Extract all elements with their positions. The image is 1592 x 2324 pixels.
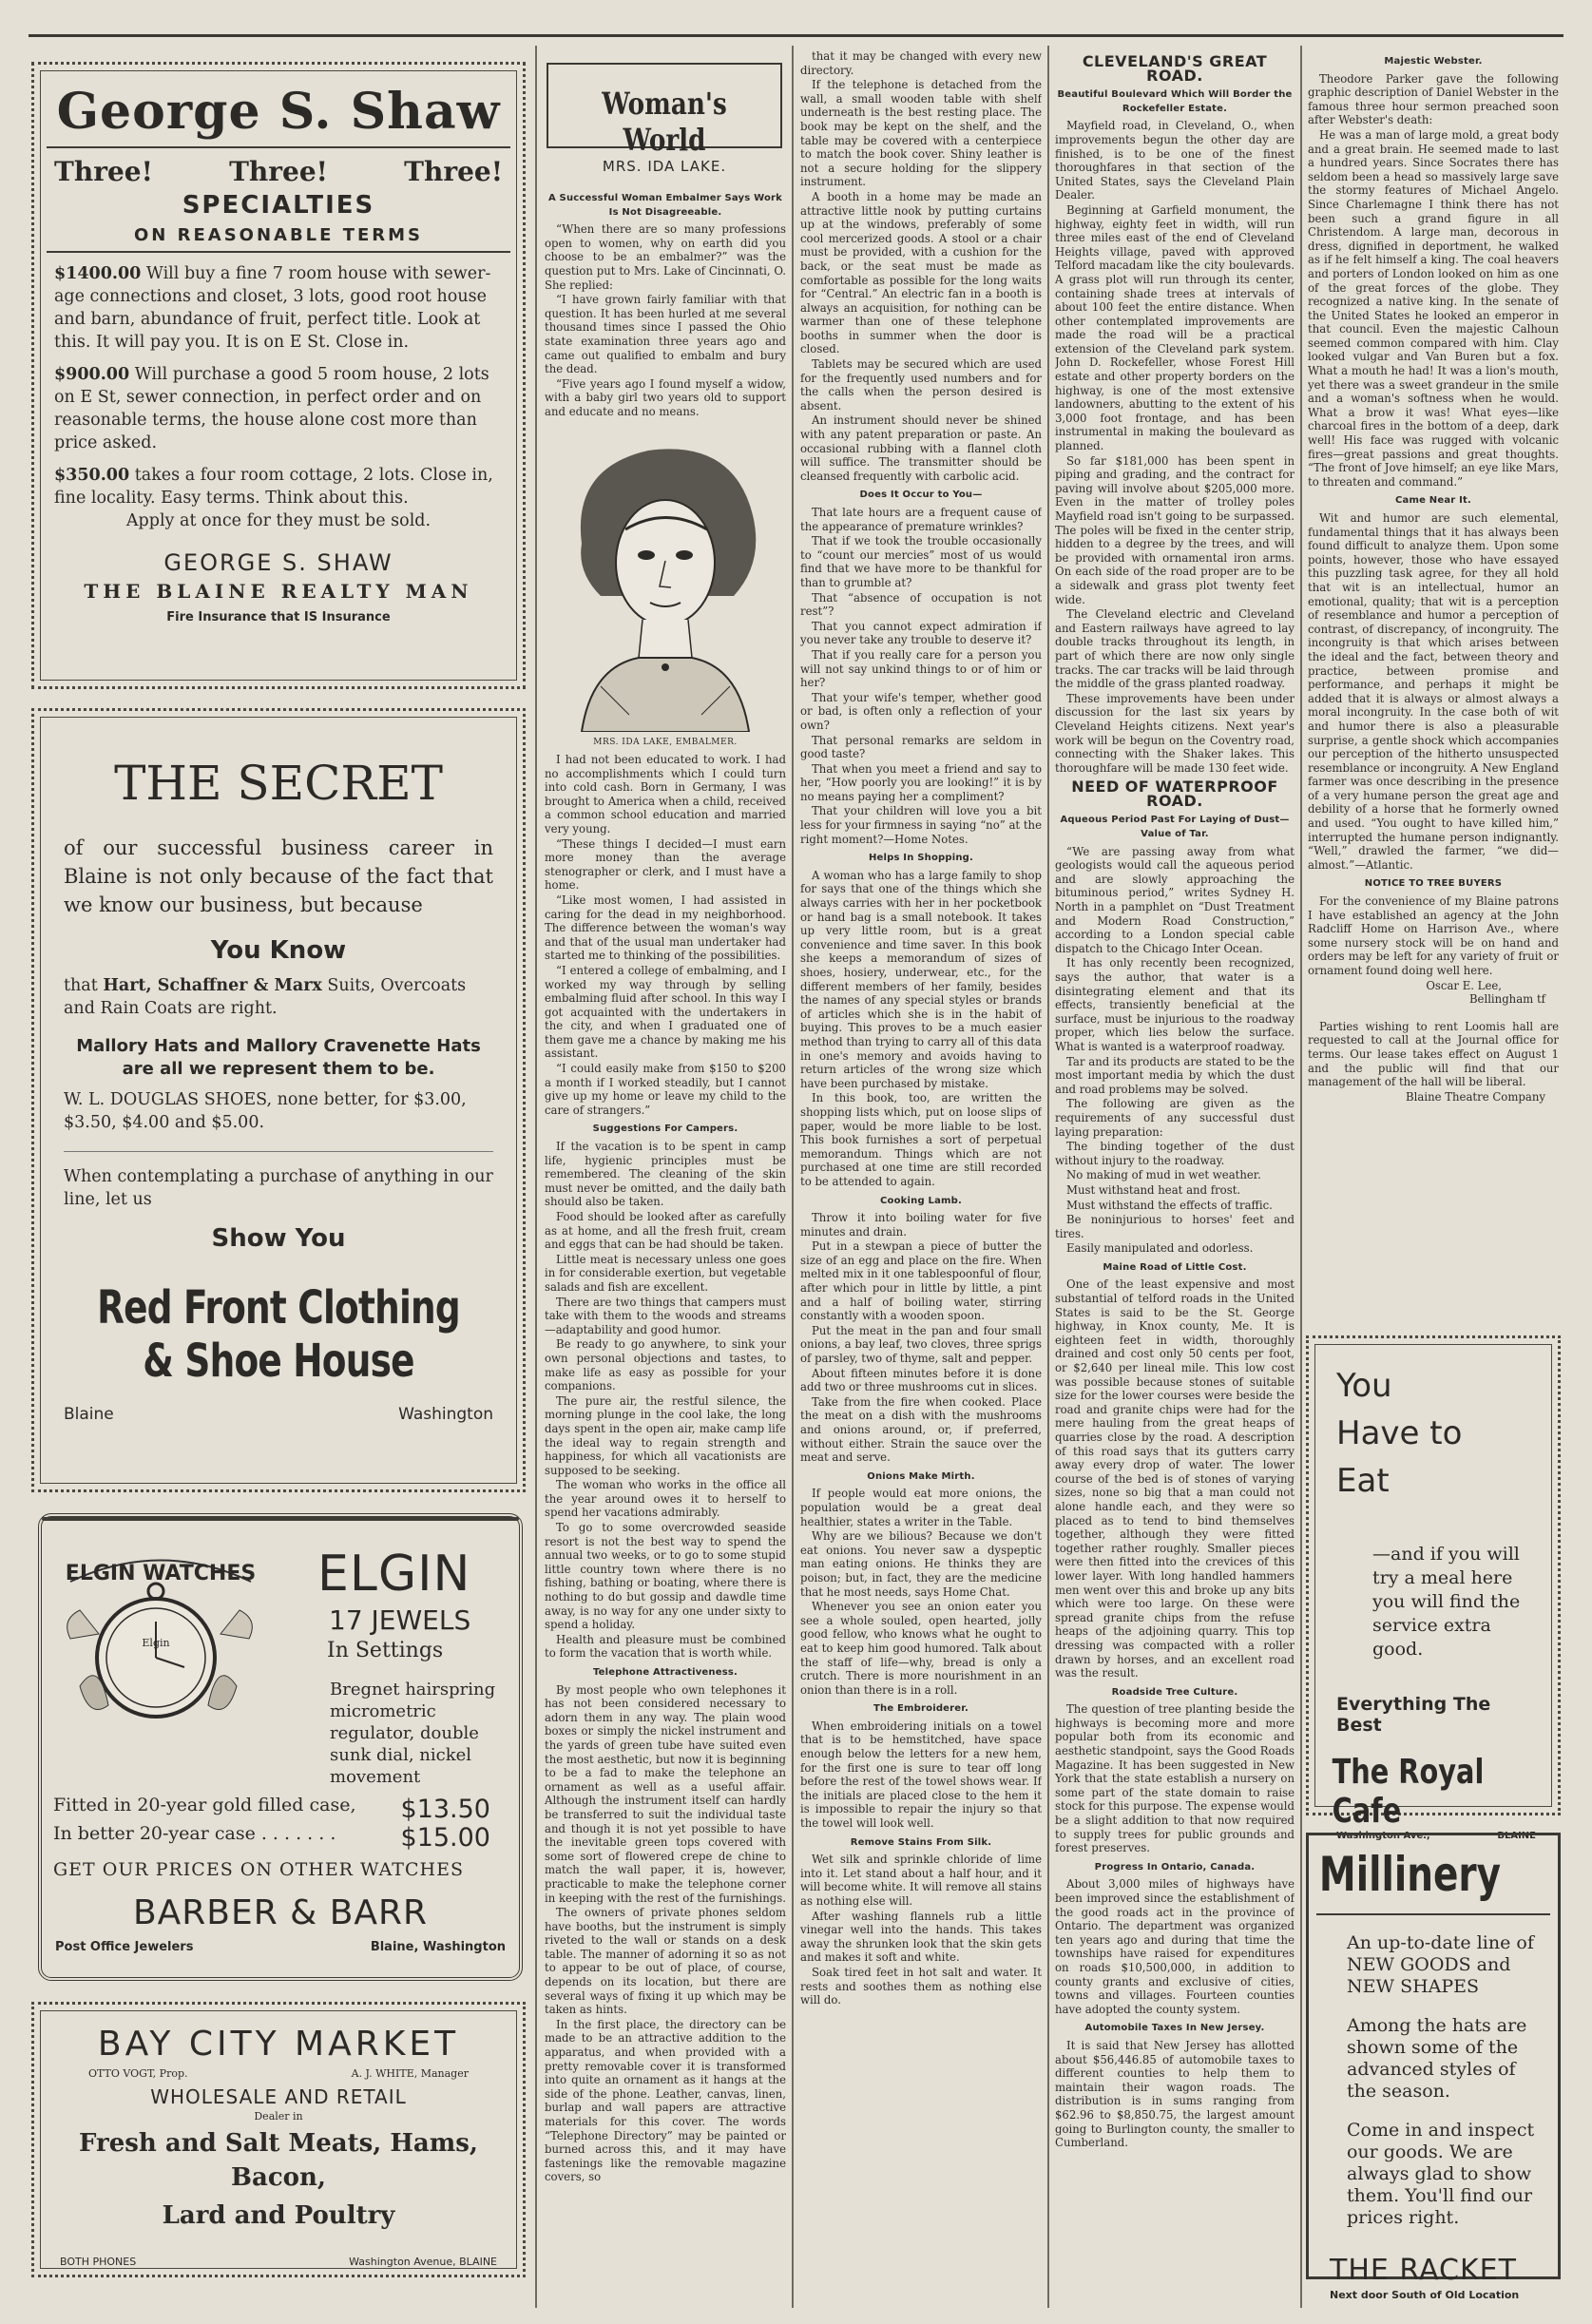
article-paragraph: The Cleveland electric and Cleveland and Eastern railways have agreed to lay double tracks throughout its length, in part of which there are now only single tracks. The car tracks will be laid through the middle of the grass planted roadway.	[1055, 607, 1295, 691]
article-paragraph: The pure air, the restful silence, the morning plunge in the cool lake, the long days spent in the open air, make camp life the ideal way to regain strength and happiness, for which all vacationists are supposed to be seeking.	[545, 1393, 786, 1477]
secret-body: of our successful business career in Blaine is not only because of the fact that we know our business, but because	[64, 836, 493, 916]
other-watches-line: GET OUR PRICES ON OTHER WATCHES	[53, 1859, 464, 1880]
dealer-in: Dealer in	[254, 2110, 303, 2122]
eat-line: You	[1336, 1367, 1392, 1405]
article-headline: CLEVELAND'S GREAT ROAD.	[1082, 52, 1268, 85]
article-paragraph: He was a man of large mold, a great body and a great brain. He seemed made to last a hundred years. Since Socrates there has seldom been a head so massively large save the stormy features of Michael Angelo. Since Charlemagne I think there has not been such a grand figure in all Christendom. A large man, decorous in dress, dignified in deportment, he walked as if he felt himself a king. The coal heavers and porters of London looked on him as one of the great forces of the globe. They recognized a native king. In the senate of the United States he looked an emperor in that council. Even the majestic Calhoun seemed common compared with him. Clay looked vulgar and Van Buren but a fox. What a mouth he had! It was a lion's mouth, yet there was a sweet grandeur in the smile and a woman's softness when he would. What a brow it was! What eyes—like charcoal fires in the bottom of a deep, dark well! His face was rugged with volcanic fires—great passions and great thoughts. “The front of Jove himself; an eye like Mars, to threaten and command.”	[1308, 127, 1559, 489]
notice-paragraph: Parties wishing to rent Loomis hall are requested to call at the Journal office for terms. Our lease takes effect on August 1 and the public will find that our management of the hall will be liberal.	[1308, 1019, 1559, 1089]
cafe-city: BLAINE	[1497, 1831, 1536, 1841]
article-paragraph: “These things I decided—I must earn more money than the average stenographer or clerk, and I must have a home.	[545, 836, 786, 893]
price-label: Fitted in 20-year gold filled case,	[53, 1795, 356, 1815]
divider	[64, 1151, 493, 1152]
article-paragraph: To go to some overcrowded seaside resort is not the best way to spend the annual two weeks, or to go to some stupid little country town where there is no fishing, bathing or boating, where there is nothing to do but gossip and dawdle time away, is no way for any one under sixty to spend a holiday.	[545, 1521, 786, 1632]
settings-line: In Settings	[327, 1639, 444, 1662]
cafe-address: Washington Ave.,	[1336, 1831, 1430, 1841]
article-subheading: Aqueous Period Past For Laying of Dust—Value of Tar.	[1060, 815, 1290, 840]
phones: BOTH PHONES	[60, 2256, 137, 2268]
article-heading: Suggestions For Campers.	[592, 1124, 738, 1135]
article-heading: Does It Occur to You—	[859, 490, 983, 501]
movement-description: Bregnet hairspring micrometric regulator, double sunk dial, nickel movement	[330, 1680, 496, 1787]
column-2-top	[545, 186, 786, 424]
bay-ad-frame	[40, 2010, 517, 2269]
article-paragraph: “Like most women, I had assisted in caring for the dead in my neighborhood. The difference between the woman's way and that of the usual man undertaker had started me to thinking of the possibilities.	[545, 893, 786, 963]
elgin-ad-frame	[42, 1517, 519, 1954]
dealer-footer	[55, 1940, 506, 1954]
article-paragraph: That your children will love you a bit less for your firmness in saying “no” at the right moment?—Home Notes.	[800, 804, 1042, 846]
elgin-title: ELGIN	[317, 1546, 471, 1603]
price-row	[53, 1823, 490, 1853]
proprietors	[41, 2067, 516, 2080]
dealer-location: Blaine, Washington	[370, 1940, 506, 1954]
article-paragraph: After washing flannels rub a little vinegar well into the hands. This takes away the shrunken look that the skin gets and makes it soft and white.	[800, 1909, 1042, 1965]
article-paragraph: Mayfield road, in Cleveland, O., when improvements begun the other day are finished, is to be one of the finest thoroughfares in that section of the United States, says the Cleveland Plain Dealer.	[1055, 119, 1295, 202]
price-value: $13.50	[400, 1795, 490, 1824]
article-paragraph: Must withstand heat and frost.	[1066, 1182, 1241, 1197]
bay-city-market-ad	[31, 2002, 526, 2277]
mallory-line: Mallory Hats and Mallory Cravenette Hats are all we represent them to be.	[76, 1036, 481, 1079]
elgin-watch-ad	[38, 1513, 523, 1981]
hsm-brand: Hart, Schaffner & Marx	[103, 976, 322, 995]
millinery-title: Millinery	[1318, 1847, 1502, 1902]
article-paragraph: Wet silk and sprinkle chloride of lime into it. Let stand about a half hour, and it will become white. It will remove all stains as nothing else will.	[800, 1853, 1042, 1908]
article-heading: Majestic Webster.	[1384, 56, 1483, 67]
article-paragraph: An instrument should never be shined with any patent preparation or paste. An occasional rubbing with a flannel cloth will suffice. The transmitter should be cleansed frequently with carbolic acid.	[800, 413, 1042, 483]
article-paragraph: “When there are so many professions open to women, why on earth did you choose to be an embalmer?” was the question put to Mrs. Lake of Cincinnati, O. She replied:	[545, 222, 786, 292]
article-paragraph: So far $181,000 has been spent in piping and grading, and the contract for paving will involve about $205,000 more. Even in the matter of trolley poles Mayfield road isn't going to be surpassed. The poles will be fixed in the center strip, hidden to a degree by the trees, and will be provided with ornamental iron arms. On each side of the road proper are to be a sidewalk and grass plot twenty feet wide.	[1055, 453, 1295, 606]
article-paragraph: It has only recently been recognized, says the author, that water is a disintegrating element and that its effects, transiently beneficial at the surface, must be injurious to the roadway proper, which lies below the surface. What is wanted is a waterproof roadway.	[1055, 956, 1295, 1053]
eat-headline	[1315, 1345, 1551, 1505]
store-location: Next door South of Old Location	[1330, 2289, 1520, 2301]
watch-illustration-icon	[61, 1544, 260, 1734]
listing-3	[41, 464, 516, 509]
article-paragraph: “We are passing away from what geologists would call the aqueous period and are slowly approaching the bituminous period,” writes Sydney H. North in a pamphlet on “Dust Treatment and Modern Road Construction,” according to a London special cable dispatch to the Chicago Inter Ocean.	[1055, 844, 1295, 955]
article-paragraph: Food should be looked after as carefully as at home, and all the fresh fruit, cream and eggs that can be had should be taken.	[545, 1210, 786, 1252]
article-heading: Helps In Shopping.	[868, 853, 974, 864]
market-footer	[41, 2256, 516, 2268]
article-paragraph: The binding together of the dust without injury to the roadway.	[1055, 1140, 1295, 1167]
womans-world-masthead	[547, 63, 782, 158]
article-paragraph: No making of mud in wet weather.	[1066, 1168, 1261, 1182]
portrait-engraving-icon	[544, 430, 787, 732]
jewels-line: 17 JEWELS	[329, 1604, 471, 1636]
shaw-title: George S. Shaw	[56, 83, 501, 141]
three-word: Three!	[404, 156, 503, 187]
millinery-paragraph: Come in and inspect our goods. We are always glad to show them. You'll find our prices right.	[1347, 2120, 1535, 2228]
article-paragraph: When embroidering initials on a towel that is to be hemstitched, have space enough below the letters for a new hem, for the first one is sure to tear off long before the rest of the towel shows wear. If the initials are placed close to the hem it is impossible to repair the injury so that the towel will look well.	[800, 1719, 1042, 1831]
shaw-name: GEORGE S. SHAW	[163, 549, 393, 576]
fire-insurance-line: Fire Insurance that IS Insurance	[166, 610, 391, 624]
millinery-paragraph: Among the hats are shown some of the advanced styles of the season.	[1347, 2015, 1527, 2102]
article-paragraph: “I could easily make from $150 to $200 a month if I worked steadily, but I cannot give up my home or leave my child to the care of strangers.”	[545, 1062, 786, 1117]
column-rule	[1300, 46, 1302, 2308]
article-paragraph: The question of tree planting beside the highways is becoming more and more popular both from its economic and aesthetic standpoint, says the Good Roads Magazine. It has been suggested in New York that the state establish a nursery on some part of the state domain to raise stock for this purpose. The expense would be a slight addition to that now required to supply trees for public grounds and forest preserves.	[1055, 1702, 1295, 1855]
divider	[47, 146, 510, 148]
article-heading: Automobile Taxes In New Jersey.	[1084, 2023, 1265, 2034]
terms-heading: ON REASONABLE TERMS	[133, 225, 424, 245]
column-4	[1055, 49, 1295, 2312]
article-paragraph: That “absence of occupation is not rest”?	[800, 590, 1042, 619]
article-heading: Remove Stains From Silk.	[850, 1836, 992, 1848]
hsm-pre: that	[64, 976, 104, 995]
article-paragraph: Be ready to go anywhere, to sink your own personal objections and tastes, to make life as easy as possible for your companions.	[545, 1337, 786, 1393]
secret-clothing-ad	[31, 708, 526, 1492]
article-paragraph: Tablets may be secured which are used for the frequently used numbers and for the calls when the person desired is absent.	[800, 357, 1042, 413]
article-paragraph: By most people who own telephones it has not been considered necessary to adorn them in any way. The plain wood boxes or simply the nickel instrument and the yards of green tube have suited even the most aesthetic, but now it is beginning to be a fad to make the telephone an ornament as well as a useful affair. Although the instrument itself can hardly be transferred to suit the individual taste and though it is not yet possible to have the inevitable green tops covered with some sort of flowered crepe de chine to match the wall paper, it is, however, practicable to make the telephone corner in keeping with the rest of the furnishings.	[545, 1682, 786, 1905]
article-paragraph: Put the meat in the pan and four small onions, a bay leaf, two cloves, three sprigs of parsley, two of thyme, salt and pepper.	[800, 1323, 1042, 1366]
goods-line: Fresh and Salt Meats, Hams, Bacon,	[79, 2129, 478, 2192]
listing-price: $1400.00	[54, 264, 142, 283]
notice-signature: Blaine Theatre Company	[1406, 1089, 1545, 1104]
listing-price: $350.00	[54, 466, 130, 485]
top-rule	[29, 34, 1563, 37]
shaw-realty-ad	[31, 62, 526, 689]
market-title: BAY CITY MARKET	[97, 2025, 460, 2064]
notice-paragraph: For the convenience of my Blaine patrons I have established an agency at the John Radcliff Home on Harrison Ave., where some nursery stock will be on hand and orders may be left for any variety of fruit or ornament found doing well here.	[1308, 894, 1559, 977]
article-paragraph: I had not been educated to work. I had no accomplishments which I could turn into cold cash. Born in Germany, I was brought to America when a child, received a common school education and married very young.	[545, 753, 786, 835]
article-paragraph: If the telephone is detached from the wall, a small wooden table with shelf underneath is the best resting place. The book may be kept on the shelf, and the table may be covered with a centerpiece to match the book cover. Shiny leather is not a secure holding for the slippery instrument.	[800, 78, 1042, 189]
millinery-paragraph: An up-to-date line of NEW GOODS and NEW SHAPES	[1347, 1932, 1534, 1997]
article-paragraph: Whenever you see an onion eater you see a whole souled, open hearted, jolly good fellow, who knows what he ought to eat to keep him good humored. Talk about the staff of life—why, bread is only a crutch. There is more nourishment in an onion than there is in a roll.	[800, 1600, 1042, 1697]
secret-title: THE SECRET	[114, 756, 443, 811]
column-rule	[535, 46, 537, 2308]
article-subject: MRS. IDA LAKE.	[602, 158, 727, 175]
column-3	[800, 49, 1042, 2312]
three-word: Three!	[54, 156, 153, 187]
article-paragraph: Soak tired feet in hot salt and water. It rests and soothes them as nothing else will do.	[800, 1965, 1042, 2007]
article-paragraph: That you cannot expect admiration if you never take any trouble to deserve it?	[800, 619, 1042, 647]
three-word: Three!	[229, 156, 328, 187]
article-paragraph: Theodore Parker gave the following graphic description of Daniel Webster in the famous three hour sermon preached soon after Webster's death:	[1308, 71, 1559, 127]
price-row	[53, 1795, 490, 1824]
article-paragraph: The owners of private phones seldom have booths, but the instrument is simply riveted to the wall or stands on a desk table. The manner of adorning it so as not to appear to be out of place, of course, depends on its location, but there are several ways of fixing it up which may be taken as hints.	[545, 1906, 786, 2017]
article-paragraph: Wit and humor are such elemental, fundamental things that it has always been found difficult to analyze them. Upon some points, however, those who have essayed this puzzling task agree, for they all hold that wit is an intellectual, humor an emotional, quality; that wit is a perception of resemblance and humor a perception of contrast, of discrepancy, of incongruity. The incongruity is that which arises between the ideal and the fact, between theory and practice, between promise and performance, and perhaps it might be added that it is always or almost always a moral incongruity. In the case both of wit and humor there is also a pleasurable surprise, a gentle shock which accompanies our perception of the hitherto unsuspected resemblance or incongruity. A New England farmer was once describing in the presence of a very humane person the great age and debility of a horse that he formerly owned and used. “You ought to have killed him,” interrupted the humane person indignantly. “Well,” drawled the farmer, “we did—almost.”—Atlantic.	[1308, 511, 1559, 872]
article-paragraph: Easily manipulated and odorless.	[1066, 1241, 1254, 1256]
specialties-heading: SPECIALTIES	[182, 191, 375, 220]
wholesale-line: WHOLESALE AND RETAIL	[150, 2085, 407, 2108]
divider	[47, 251, 510, 253]
apply-line: Apply at once for they must be sold.	[125, 511, 432, 530]
dealer-sub: Post Office Jewelers	[55, 1940, 194, 1954]
notice-signature: Bellingham tf	[1468, 992, 1545, 1007]
millinery-ad	[1306, 1833, 1561, 2301]
spacer	[1308, 1007, 1559, 1020]
listing-text: Will purchase a good 5 room house, 2 lots on E St, sewer connection, in perfect order and on reasonable terms, the house alone cost more than price asked.	[54, 365, 489, 452]
article-paragraph: That when you meet a friend and say to her, “How poorly you are looking!” it is by no means paying her a compliment?	[800, 761, 1042, 803]
article-paragraph: “I have grown fairly familiar with that question. It has been hurled at me several thousand times since I passed the Ohio state examination three years ago and came out qualified to embalm and bury the dead.	[545, 293, 786, 376]
article-paragraph: Throw it into boiling water for five minutes and drain.	[800, 1211, 1042, 1239]
hsm-post: Suits, Overcoats and Rain Coats are right.	[64, 976, 467, 1018]
article-paragraph: These improvements have been under discussion for the last six years by Cleveland Heights citizens. Next year's work will be begun on the Coventry road, connecting with the Shaker lakes. This thoroughfare will be made 130 feet wide.	[1055, 691, 1295, 775]
article-paragraph: Take from the fire when cooked. Place the meat on a dish with the mushrooms and onions around, or, if preferred, without either. Strain the sauce over the meat and serve.	[800, 1394, 1042, 1465]
shaw-ad-frame	[40, 70, 517, 681]
secret-footer	[41, 1405, 516, 1424]
svg-text:Elgin: Elgin	[142, 1637, 170, 1649]
state: Washington	[398, 1405, 493, 1424]
article-paragraph: Tar and its products are stated to be the most important media by which the dust and road problems may be solved.	[1055, 1054, 1295, 1096]
article-paragraph: “I entered a college of embalming, and I worked my way through by selling embalming fluid after school. In this way I got acquainted with the undertakers in the city, and when I graduated one of them gave me a chance by making me his assistant.	[545, 963, 786, 1061]
article-paragraph: Little meat is necessary unless one goes in for considerable exertion, but vegetable salads and fish are excellent.	[545, 1252, 786, 1294]
article-paragraph: If the vacation is to be spent in camp life, hygienic principles must be remembered. The cleaning of the skin must never be omitted, and the daily bath should also be taken.	[545, 1140, 786, 1209]
article-paragraph: In the first place, the directory can be made to be an attractive addition to the apparatus, and when provided with a pretty removable cover it is transformed into quite an ornament as it hangs at the side of the phone. Leather, canvas, linen, burlap and wall papers are attractive materials for this cover. The words “Telephone Directory” may be painted or burned across this, and it may have fastenings like the removable magazine covers, so	[545, 2017, 786, 2184]
article-paragraph: “Five years ago I found myself a widow, with a baby girl two years old to support and educate and no means.	[545, 376, 786, 418]
store-name: Red Front Clothing & Shoe House	[97, 1281, 460, 1388]
shoes-line: W. L. DOUGLAS SHOES, none better, for $3.00, $3.50, $4.00 and $5.00.	[64, 1090, 467, 1132]
article-heading: Maine Road of Little Cost.	[1103, 1261, 1247, 1273]
market-address: Washington Avenue, BLAINE	[349, 2256, 497, 2268]
you-know-heading: You Know	[210, 936, 347, 965]
article-paragraph: If people would eat more onions, the population would be a great deal healthier, states a writer in the Table.	[800, 1487, 1042, 1528]
three-row	[41, 156, 516, 187]
article-paragraph: That if you really care for a person you will not say unkind things to or of him or her?	[800, 647, 1042, 690]
article-heading: The Embroiderer.	[873, 1703, 969, 1715]
article-paragraph: About fifteen minutes before it is done add two or three mushrooms cut in slices.	[800, 1366, 1042, 1394]
notice-signature: Oscar E. Lee,	[1426, 978, 1502, 992]
article-paragraph: It is said that New Jersey has allotted about $56,446.85 of automobile taxes to different counties to help them to maintain their wagon roads. The distribution is in sums ranging from $62.96 to $8,850.75, the largest amount going to Burlington county, the smaller to Cumberland.	[1055, 2038, 1295, 2150]
article-paragraph: The woman who works in the office all the year around owes it to herself to spend her vacations admirably.	[545, 1478, 786, 1520]
proprietor: OTTO VOGT, Prop.	[88, 2067, 188, 2080]
column-5	[1308, 49, 1559, 1328]
listing-2	[41, 363, 516, 454]
article-paragraph: That late hours are a frequent cause of the appearance of premature wrinkles?	[800, 506, 1042, 533]
article-paragraph: Health and pleasure must be combined to form the vacation that is worth while.	[545, 1632, 786, 1661]
article-headline: NEED OF WATERPROOF ROAD.	[1071, 778, 1278, 810]
hsm-line	[41, 974, 516, 1020]
article-heading: Came Near It.	[1395, 495, 1471, 507]
article-paragraph: A booth in a home may be made an attractive little nook by putting curtains up at the windows, preferably of some cool mercerized goods. A stool or a chair must be provided, with a cushion for the back, or the seat must be made as comfortable as possible for the long waits for “Central.” An electric fan in a booth is always an acquisition, for nothing can be warmer than one of these telephone booths in summer when the door is closed.	[800, 189, 1042, 356]
article-heading: Cooking Lamb.	[879, 1195, 962, 1206]
article-paragraph: A woman who has a large family to shop for says that one of the things which she always carries with her in her pocketbook or hand bag is a small notebook. It takes up very little room, but is a great convenience and time saver. In this book she keeps a memorandum of sizes of shoes, hosiery, underwear, etc., for the different members of her family, besides the names of any special styles or brands of articles which she is in the habit of buying. This proves to be a much easier method than trying to carry all of this data in one's memory and avoids having to return articles of the wrong size which have been purchased by mistake.	[800, 868, 1042, 1090]
article-paragraph: One of the least expensive and most substantial of telford roads in the United States is said to be the St. George highway, in Knox county, Me. It is eighteen feet in width, thoroughly drained and cost only 50 cents per foot, or $2,640 per lineal mile. This low cost was possible because stones of suitable size for the lower courses were beside the road and granite chips were had for the mere hauling from the great heaps of quarries close by the road. A description of this road says that its gutters carry away every drop of water. The lower course of the bed is of stones of varying sizes, none so big that a man could not alone handle each, and they were so placed as to tend to bind themselves together, although they were fitted together rather roughly. Smaller pieces were then fitted into the crevices of this lower layer. With long handled hammers men went over this and broke up any bits which were too large. On these were spread granite chips from the refuse heaps of the adjoining quarry. This top dressing was compacted with a roller drawn by horses, and an excellent road was the result.	[1055, 1277, 1295, 1681]
listing-text: Will buy a fine 7 room house with sewer-age connections and closet, 3 lots, good root house and barn, abundance of fruit, perfect title. Look at this. It will pay you. It is on E St. Close in.	[54, 264, 491, 352]
store-name: THE RACKET	[1330, 2254, 1517, 2287]
goods-line: Lard and Poultry	[162, 2201, 395, 2230]
elgin-banner: ELGIN WATCHES	[65, 1562, 257, 1585]
cafe-ad-frame	[1314, 1344, 1552, 1841]
article-paragraph: Be noninjurious to horses' feet and tires.	[1055, 1213, 1295, 1240]
eat-invitation: —and if you will try a meal here you will find the service extra good.	[1372, 1544, 1521, 1660]
article-paragraph: The following are given as the requirements of any successful dust laying preparation:	[1055, 1097, 1295, 1139]
dealer-name: BARBER & BARR	[132, 1893, 429, 1932]
cafe-name: The Royal Cafe	[1332, 1753, 1485, 1831]
article-heading: Roadside Tree Culture.	[1111, 1686, 1238, 1698]
article-paragraph: About 3,000 miles of highways have been improved since the establishment of the good roads act in the province of Ontario. The department was organized ten years ago and during that time the townships have raised for expenditures on roads $10,500,000, in addition to county grants and exclusive of cities, towns and villages. Fourteen counties have adopted the county system.	[1055, 1877, 1295, 2016]
city: Blaine	[64, 1405, 114, 1424]
listing-text: takes a four room cottage, 2 lots. Close in, fine locality. Easy terms. Think about this.	[54, 466, 493, 508]
article-heading: Progress In Ontario, Canada.	[1094, 1861, 1256, 1873]
manager: A. J. WHITE, Manager	[351, 2067, 469, 2080]
article-paragraph: Why are we bilious? Because we don't eat onions. You never saw a dyspeptic man eating onions. He thinks they are poison; but, in fact, they are the medicine that he most needs, says Home Chat.	[800, 1529, 1042, 1599]
article-paragraph: In this book, too, are written the shopping lists which, put on loose slips of paper, would be more liable to be lost. This book furnishes a sort of perpetual memorandum. Things which are not purchased at one time are still recorded to be attended to again.	[800, 1091, 1042, 1188]
article-subheading: Beautiful Boulevard Which Will Border the Rockefeller Estate.	[1057, 89, 1293, 114]
column-2-bottom	[545, 753, 786, 2312]
article-paragraph: That personal remarks are seldom in good taste?	[800, 733, 1042, 761]
column-rule	[1047, 46, 1049, 2308]
contemplating-line: When contemplating a purchase of anything in our line, let us	[64, 1167, 493, 1209]
listing-price: $900.00	[54, 365, 130, 384]
everything-best: Everything The Best	[1336, 1694, 1491, 1736]
price-label: In better 20-year case . . . . . . .	[53, 1823, 336, 1844]
show-you-heading: Show You	[211, 1224, 346, 1253]
listing-1	[41, 262, 516, 354]
royal-cafe-ad	[1306, 1335, 1561, 1841]
divider	[1316, 1913, 1550, 1915]
article-paragraph: Beginning at Garfield monument, the highway, eighty feet in width, will run three miles east of the end of Cleveland Heights village, paved with approved Telford macadam like the city boulevards. A grass plot will run through its center, containing shade trees at intervals of about 100 feet the entire distance. When other contemplated improvements are made the road will be a practical extension of the Cleveland park system. John D. Rockefeller, whose Forest Hill estate and other property borders on the highway, is one of the most extensive landowners, abutting to the extent of his 3,000 foot frontage, and has been instrumental in making the boulevard as planned.	[1055, 202, 1295, 453]
article-paragraph: There are two things that campers must take with them to the woods and streams—adaptability and good humor.	[545, 1295, 786, 1336]
eat-line: Have to	[1336, 1414, 1463, 1452]
notice-heading: NOTICE TO TREE BUYERS	[1364, 878, 1503, 890]
realty-tagline: THE BLAINE REALTY MAN	[84, 580, 473, 603]
secret-ad-frame	[40, 717, 517, 1484]
article-paragraph: that it may be changed with every new directory.	[800, 49, 1042, 77]
portrait-caption: MRS. IDA LAKE, EMBALMER.	[593, 738, 738, 747]
article-paragraph: That your wife's temper, whether good or bad, is often only a reflection of your own?	[800, 690, 1042, 732]
article-heading: A Successful Woman Embalmer Says Work Is Not Disagreeable.	[547, 193, 783, 218]
article-paragraph: That if we took the trouble occasionally to “count our mercies” most of us would find that we have more to be thankful for than to grumble at?	[800, 534, 1042, 589]
eat-line: Eat	[1336, 1462, 1390, 1500]
price-value: $15.00	[400, 1823, 490, 1853]
article-heading: Onions Make Mirth.	[867, 1470, 975, 1482]
article-paragraph: Put in a stewpan a piece of butter the size of an egg and place on the fire. When melted mix in it one tablespoonful of flour, after which pour in little by little, a pint and a half of boiling water, stirring constantly with a wooden spoon.	[800, 1239, 1042, 1323]
masthead-title: Woman's World	[602, 86, 727, 158]
article-paragraph: Must withstand the effects of traffic.	[1066, 1198, 1273, 1212]
article-heading: Telephone Attractiveness.	[592, 1667, 738, 1678]
column-rule	[792, 46, 794, 2308]
